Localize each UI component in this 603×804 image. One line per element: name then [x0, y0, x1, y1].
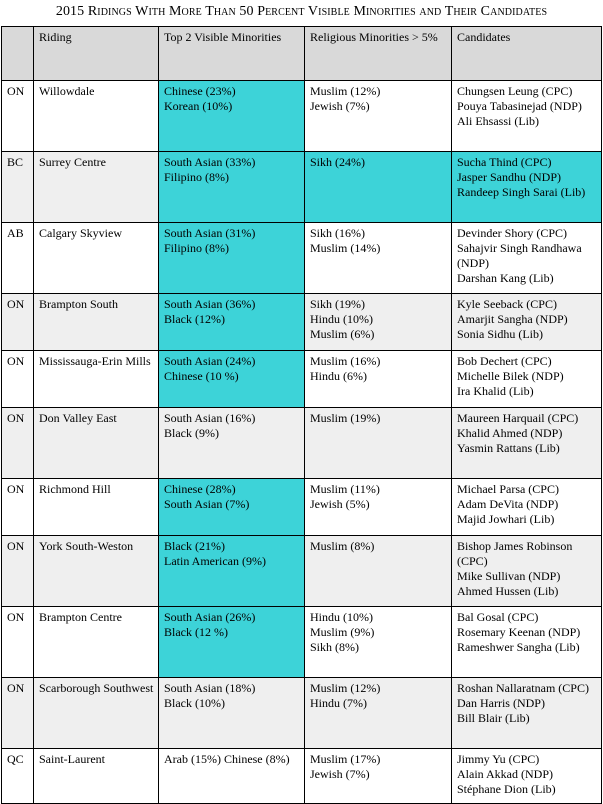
minority-entry: South Asian (16%): [164, 411, 256, 425]
candidate-entry: Sonia Sidhu (Lib): [457, 327, 543, 341]
candidate-entry: Sucha Thind (CPC): [457, 155, 552, 169]
candidate-entry: Devinder Shory (CPC): [457, 226, 567, 240]
religious-entry: Hindu (10%): [310, 312, 373, 326]
province-cell: BC: [2, 152, 34, 223]
minority-entry: South Asian (24%): [164, 354, 256, 368]
religious-entry: Muslim (12%): [310, 84, 381, 98]
candidate-entry: Sahajvir Singh Randhawa (NDP): [457, 241, 582, 270]
religious-entry: Sikh (8%): [310, 640, 359, 654]
candidates-cell: [452, 749, 602, 804]
candidates-cell: [452, 536, 602, 607]
candidates-cell: [452, 408, 602, 479]
header-row: [2, 27, 602, 81]
candidate-entry: Alain Akkad (NDP): [457, 767, 553, 781]
province-cell: ON: [2, 81, 34, 152]
candidates-cell: [452, 479, 602, 536]
religious-entry: Hindu (6%): [310, 369, 367, 383]
candidate-entry: Bob Dechert (CPC): [457, 354, 552, 368]
province-cell: ON: [2, 294, 34, 351]
minority-entry: Arab (15%) Chinese (8%): [164, 752, 290, 766]
candidate-entry: Rosemary Keenan (NDP): [457, 625, 581, 639]
religious-cell: [305, 81, 452, 152]
candidate-entry: Michelle Bilek (NDP): [457, 369, 564, 383]
candidate-entry: Roshan Nallaratnam (CPC): [457, 681, 589, 695]
minorities-cell: [159, 81, 305, 152]
religious-entry: Muslim (9%): [310, 625, 375, 639]
province-cell: ON: [2, 479, 34, 536]
table-row: [2, 223, 602, 294]
candidates-cell: [452, 223, 602, 294]
candidates-cell: [452, 351, 602, 408]
candidate-entry: Mike Sullivan (NDP): [457, 569, 561, 583]
candidate-entry: Pouya Tabasinejad (NDP): [457, 99, 582, 113]
candidates-cell: [452, 678, 602, 749]
ridings-table: [1, 26, 602, 804]
religious-entry: Muslim (6%): [310, 327, 375, 341]
religious-entry: Hindu (10%): [310, 610, 373, 624]
candidate-entry: Jimmy Yu (CPC): [457, 752, 540, 766]
religious-entry: Muslim (17%): [310, 752, 381, 766]
religious-entry: Muslim (11%): [310, 482, 380, 496]
religious-entry: Muslim (12%): [310, 681, 381, 695]
table-row: [2, 294, 602, 351]
religious-cell: [305, 408, 452, 479]
header-riding: Riding: [34, 27, 159, 81]
riding-cell: Scarborough Southwest: [34, 678, 159, 749]
candidate-entry: Michael Parsa (CPC): [457, 482, 559, 496]
religious-cell: [305, 749, 452, 804]
minorities-cell: [159, 294, 305, 351]
province-cell: AB: [2, 223, 34, 294]
riding-cell: Mississauga-Erin Mills: [34, 351, 159, 408]
religious-cell: [305, 223, 452, 294]
minorities-cell: [159, 152, 305, 223]
religious-entry: Hindu (7%): [310, 696, 367, 710]
candidate-entry: Darshan Kang (Lib): [457, 271, 554, 285]
minorities-cell: [159, 223, 305, 294]
province-cell: ON: [2, 536, 34, 607]
minority-entry: Black (12 %): [164, 625, 228, 639]
candidate-entry: Khalid Ahmed (NDP): [457, 426, 563, 440]
candidates-cell: [452, 607, 602, 678]
table-row: [2, 749, 602, 804]
minority-entry: Chinese (28%): [164, 482, 236, 496]
religious-cell: [305, 607, 452, 678]
minority-entry: South Asian (18%): [164, 681, 256, 695]
table-row: [2, 152, 602, 223]
candidates-cell: [452, 81, 602, 152]
minority-entry: Filipino (8%): [164, 170, 229, 184]
header-province: [2, 27, 34, 81]
header-religious-minorities: Religious Minorities > 5%: [305, 27, 452, 81]
candidate-entry: Maureen Harquail (CPC): [457, 411, 579, 425]
header-candidates: Candidates: [452, 27, 602, 81]
table-row: [2, 351, 602, 408]
minorities-cell: [159, 749, 305, 804]
province-cell: ON: [2, 408, 34, 479]
candidate-entry: Bal Gosal (CPC): [457, 610, 539, 624]
candidate-entry: Yasmin Rattans (Lib): [457, 441, 560, 455]
religious-entry: Muslim (14%): [310, 241, 381, 255]
minority-entry: Chinese (10 %): [164, 369, 239, 383]
riding-cell: Don Valley East: [34, 408, 159, 479]
province-cell: QC: [2, 749, 34, 804]
riding-cell: Brampton South: [34, 294, 159, 351]
religious-entry: Sikh (24%): [310, 155, 365, 169]
candidate-entry: Chungsen Leung (CPC): [457, 84, 573, 98]
minority-entry: Chinese (23%): [164, 84, 236, 98]
riding-cell: Willowdale: [34, 81, 159, 152]
religious-entry: Jewish (7%): [310, 767, 370, 781]
candidate-entry: Bishop James Robinson (CPC): [457, 539, 573, 568]
minority-entry: South Asian (33%): [164, 155, 256, 169]
candidates-cell: [452, 294, 602, 351]
candidate-entry: Kyle Seeback (CPC): [457, 297, 557, 311]
candidate-entry: Rameshwer Sangha (Lib): [457, 640, 580, 654]
religious-cell: [305, 479, 452, 536]
minority-entry: Black (9%): [164, 426, 219, 440]
candidate-entry: Adam DeVita (NDP): [457, 497, 559, 511]
candidate-entry: Randeep Singh Sarai (Lib): [457, 185, 586, 199]
minority-entry: Black (21%): [164, 539, 225, 553]
religious-cell: [305, 536, 452, 607]
minority-entry: Filipino (8%): [164, 241, 229, 255]
riding-cell: Surrey Centre: [34, 152, 159, 223]
religious-entry: Muslim (8%): [310, 539, 375, 553]
minority-entry: Black (10%): [164, 696, 225, 710]
religious-cell: [305, 152, 452, 223]
minorities-cell: [159, 607, 305, 678]
religious-cell: [305, 351, 452, 408]
minority-entry: Latin American (9%): [164, 554, 266, 568]
religious-entry: Sikh (19%): [310, 297, 365, 311]
riding-cell: York South-Weston: [34, 536, 159, 607]
minority-entry: South Asian (26%): [164, 610, 256, 624]
religious-cell: [305, 294, 452, 351]
religious-entry: Sikh (16%): [310, 226, 365, 240]
candidate-entry: Dan Harris (NDP): [457, 696, 545, 710]
riding-cell: Saint-Laurent: [34, 749, 159, 804]
candidate-entry: Ira Khalid (Lib): [457, 384, 534, 398]
minorities-cell: [159, 408, 305, 479]
candidate-entry: Ali Ehsassi (Lib): [457, 114, 539, 128]
table-row: [2, 408, 602, 479]
religious-entry: Muslim (19%): [310, 411, 381, 425]
minorities-cell: [159, 479, 305, 536]
minority-entry: Black (12%): [164, 312, 225, 326]
candidate-entry: Stéphane Dion (Lib): [457, 782, 556, 796]
table-row: [2, 536, 602, 607]
religious-entry: Jewish (5%): [310, 497, 370, 511]
candidate-entry: Amarjit Sangha (NDP): [457, 312, 568, 326]
religious-entry: Jewish (7%): [310, 99, 370, 113]
candidate-entry: Jasper Sandhu (NDP): [457, 170, 561, 184]
province-cell: ON: [2, 678, 34, 749]
candidate-entry: Bill Blair (Lib): [457, 711, 530, 725]
candidate-entry: Majid Jowhari (Lib): [457, 512, 555, 526]
province-cell: ON: [2, 607, 34, 678]
minority-entry: South Asian (7%): [164, 497, 250, 511]
candidate-entry: Ahmed Hussen (Lib): [457, 584, 559, 598]
table-row: [2, 607, 602, 678]
minority-entry: Korean (10%): [164, 99, 233, 113]
minorities-cell: [159, 536, 305, 607]
minorities-cell: [159, 351, 305, 408]
riding-cell: Richmond Hill: [34, 479, 159, 536]
candidates-cell: [452, 152, 602, 223]
table-row: [2, 678, 602, 749]
minority-entry: South Asian (36%): [164, 297, 256, 311]
header-visible-minorities: Top 2 Visible Minorities: [159, 27, 305, 81]
table-row: [2, 81, 602, 152]
table-title: 2015 Ridings With More Than 50 Percent Visible Minorities and Their Candidates: [55, 4, 548, 19]
province-cell: ON: [2, 351, 34, 408]
minority-entry: South Asian (31%): [164, 226, 256, 240]
riding-cell: Calgary Skyview: [34, 223, 159, 294]
religious-entry: Muslim (16%): [310, 354, 381, 368]
minorities-cell: [159, 678, 305, 749]
riding-cell: Brampton Centre: [34, 607, 159, 678]
table-row: [2, 479, 602, 536]
religious-cell: [305, 678, 452, 749]
